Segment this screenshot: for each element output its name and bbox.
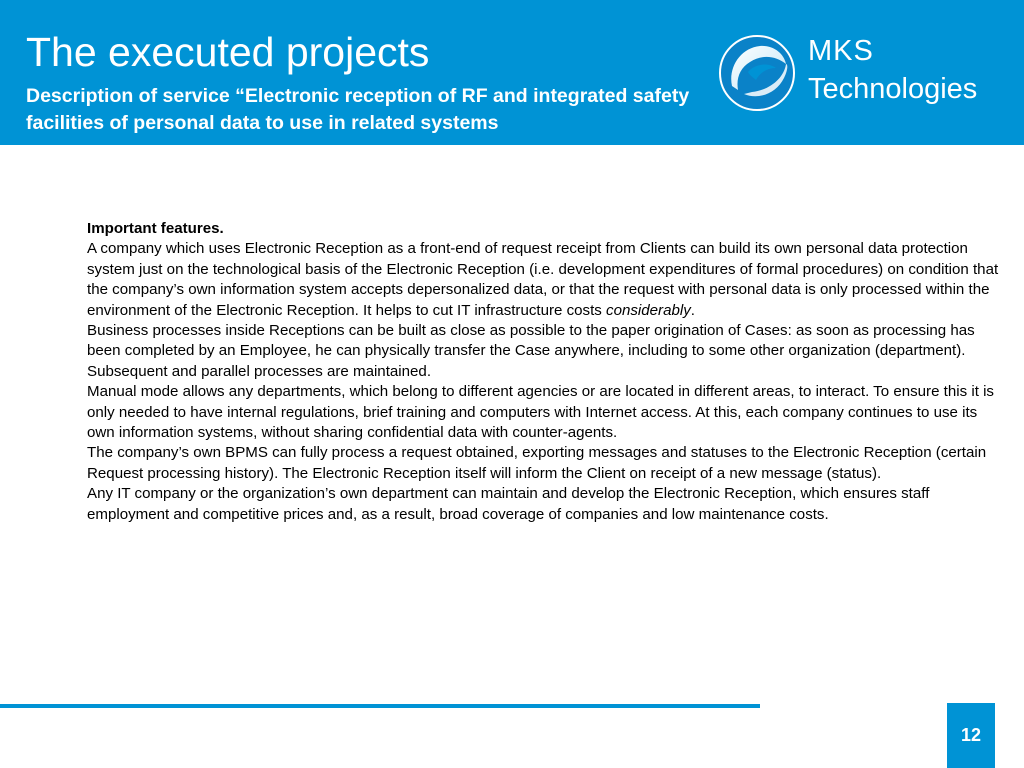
page-number-badge: 12 <box>947 703 995 768</box>
paragraph-bpms: The company’s own BPMS can fully process a request obtained, exporting messages and statuses to the Electronic Reception (certain Request processing history). The Electronic Reception itself will inform the Client on receipt of a new message (status). <box>87 444 987 482</box>
footer-divider <box>0 704 760 708</box>
mks-logo-icon <box>718 34 796 112</box>
logo-text-technologies: Technologies <box>808 73 978 105</box>
paragraph-personal-data-end: . <box>690 301 695 319</box>
slide-subtitle: Description of service “Electronic reception of RF and integrated safety facilities of personal data to use in related systems <box>26 85 690 134</box>
paragraph-personal-data-emphasis: considerably <box>606 301 691 319</box>
paragraph-business-processes: Business processes inside Receptions can be built as close as possible to the paper origination of Cases: as soon as processing has been completed by an Employee, he can physically transfer the Case anywhere, including to some other organization (department). Subsequent and parallel processes are maintained. <box>87 322 975 380</box>
logo-text-mks: MKS <box>808 35 874 67</box>
slide-title: The executed projects <box>26 29 430 75</box>
company-logo <box>718 32 1008 116</box>
header-banner <box>0 0 1024 145</box>
body-text <box>87 219 999 525</box>
features-heading: Important features. <box>87 220 224 237</box>
paragraph-maintenance: Any IT company or the organization’s own department can maintain and develop the Electronic Reception, which ensures staff employment and competitive prices and, as a result, broad coverage of companies and low maintenance costs. <box>87 485 930 523</box>
paragraph-personal-data-main: A company which uses Electronic Reception as a front-end of request receipt from Clients can build its own personal data protection system just on the technological basis of the Electronic Reception (i.e. development expenditures of formal procedures) on condition that the company’s own information system accepts depersonalized data, or that the request with personal data is only processed within the environment of the Electronic Reception. It helps to cut IT infrastructure costs <box>87 240 999 319</box>
paragraph-manual-mode: Manual mode allows any departments, which belong to different agencies or are located in different areas, to interact. To ensure this it is only needed to have internal regulations, brief training and computers with Internet access. At this, each company continues to use its own information systems, without sharing confidential data with counter-agents. <box>87 383 994 442</box>
paragraph-personal-data <box>87 239 999 321</box>
